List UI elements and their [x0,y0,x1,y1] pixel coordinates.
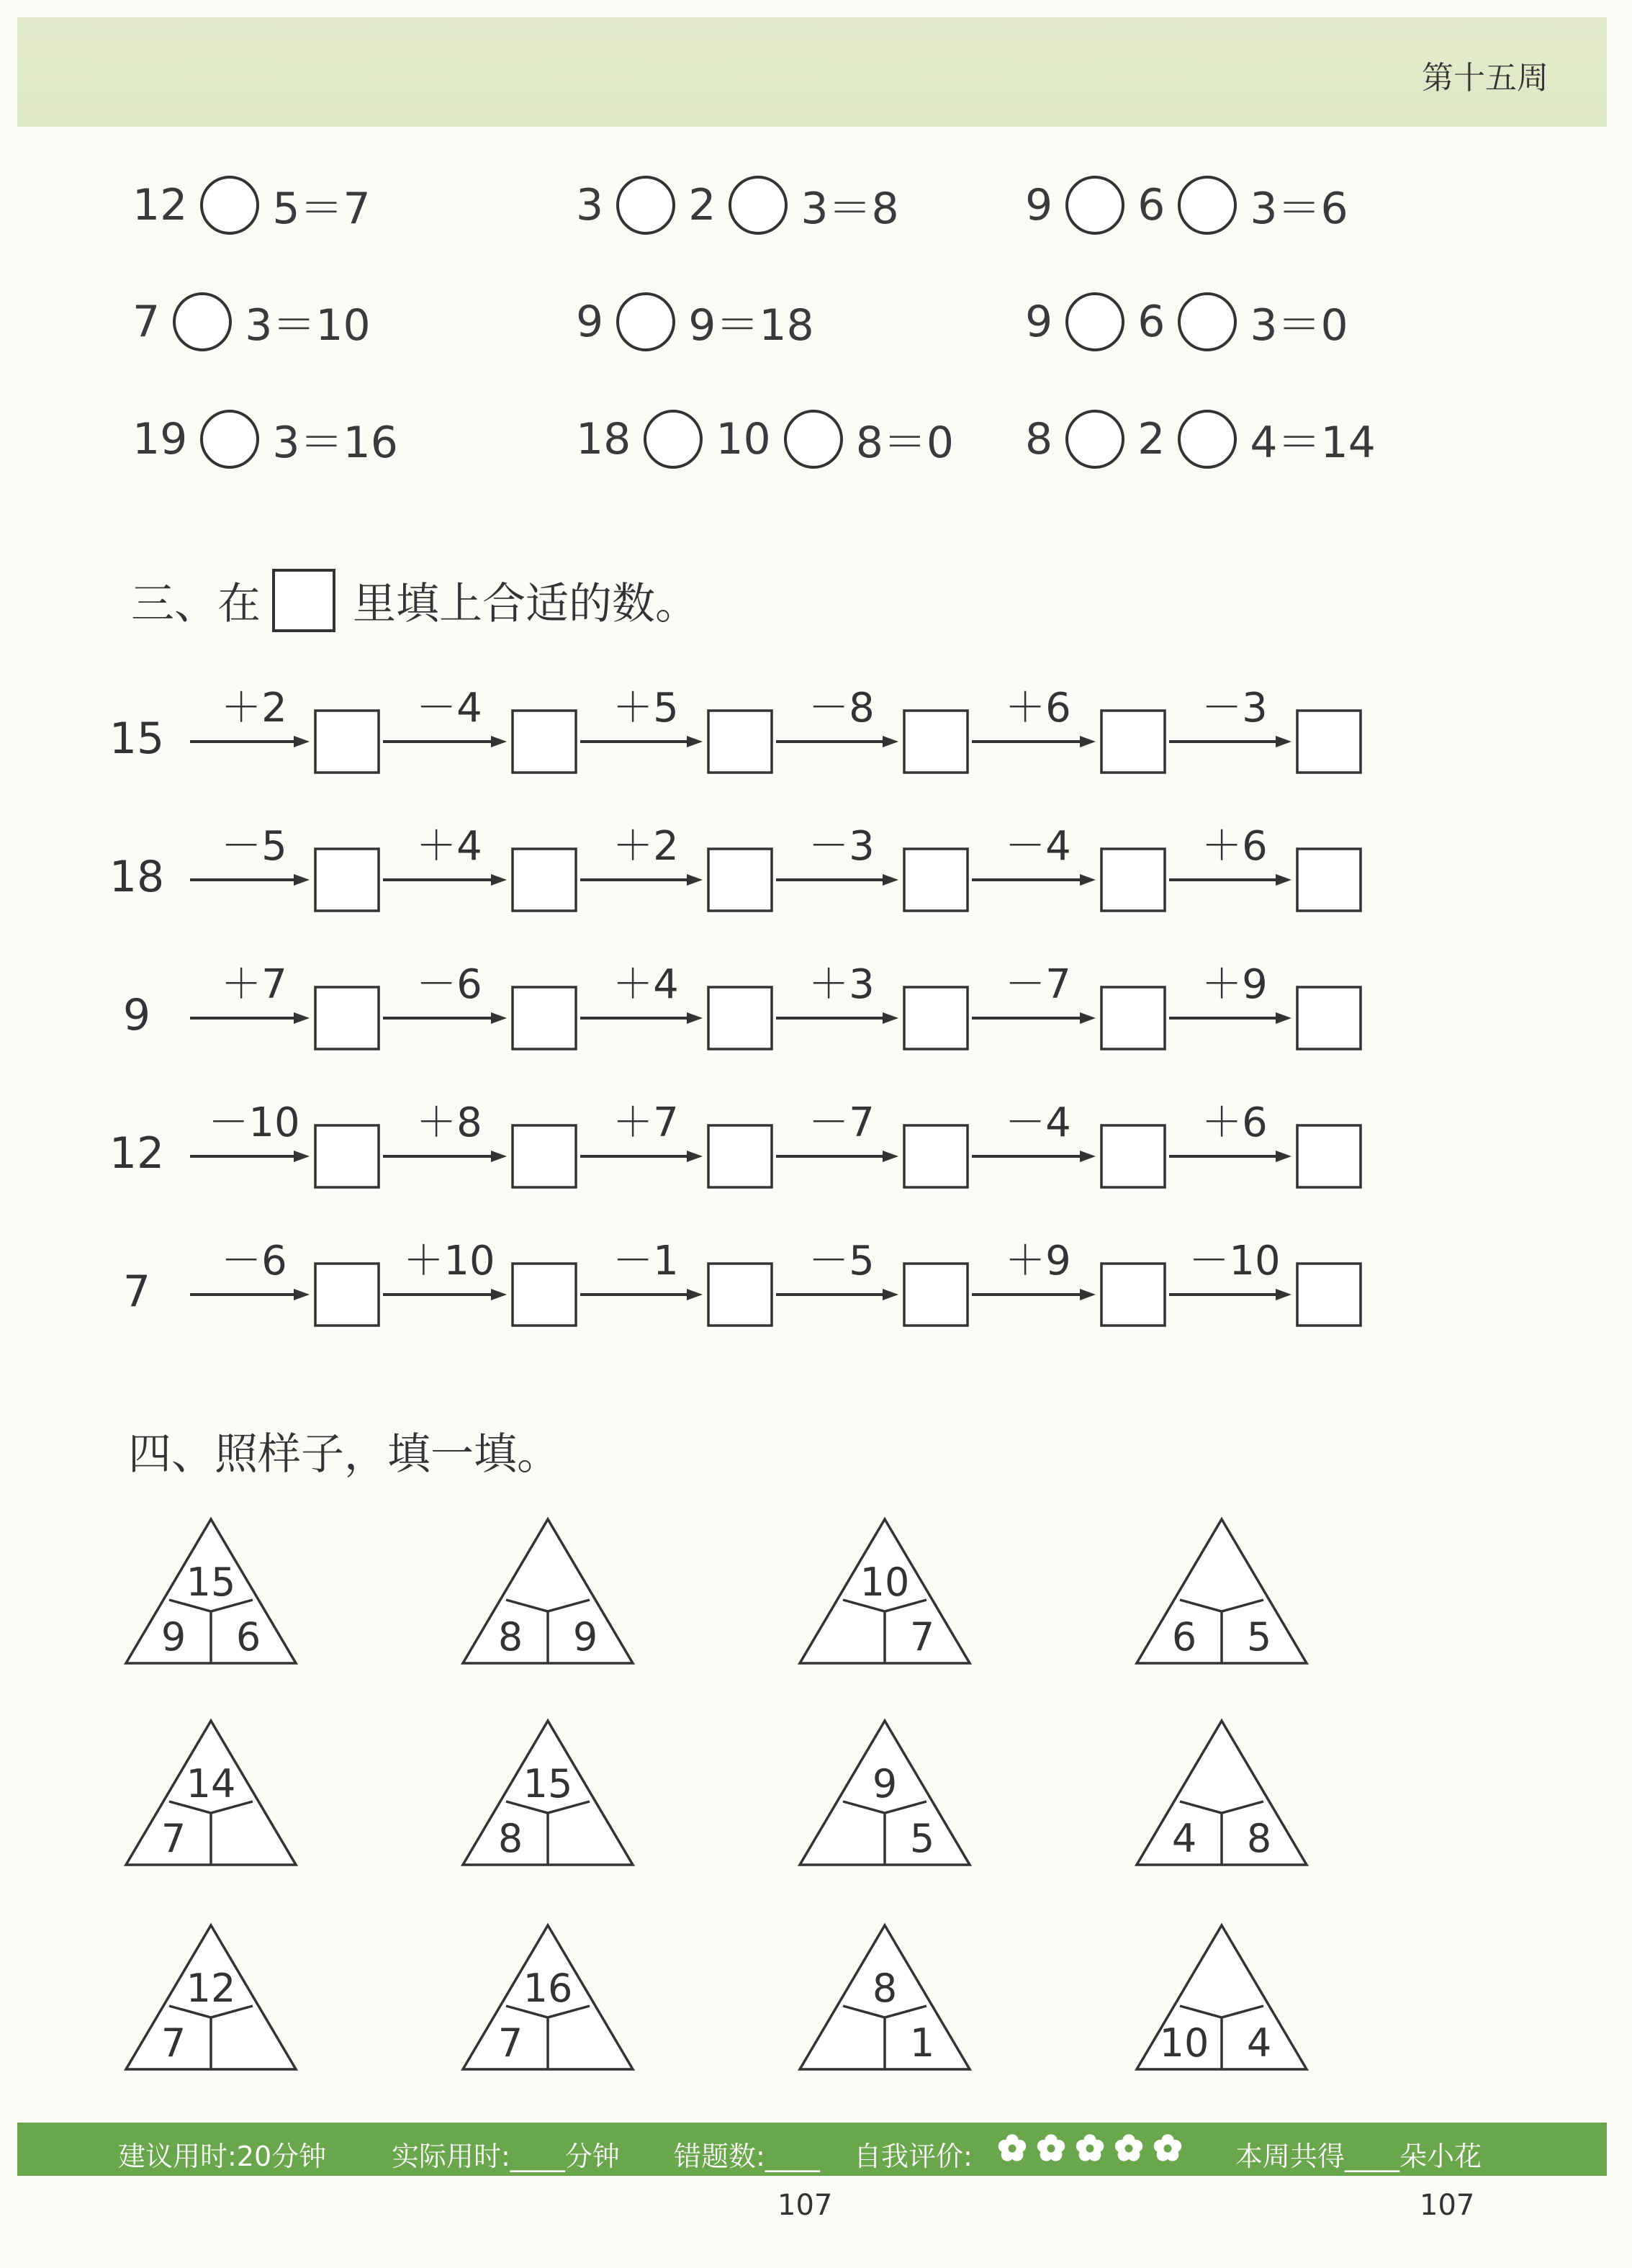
triangle-top-number: 15 [523,1761,573,1806]
equation [1025,286,1348,358]
equation [132,286,371,358]
triangle-left-number: 4 [1171,1816,1197,1861]
chain-operation: ＋7 [221,961,287,1008]
answer-box[interactable] [708,711,772,773]
chain-operation: －4 [416,685,482,732]
answer-box[interactable] [1297,1264,1361,1326]
answer-box[interactable] [708,849,772,911]
arrow-head-icon [883,1289,898,1300]
chain-operation: －7 [808,1099,875,1146]
arrow-head-icon [1276,1151,1291,1162]
triangle-top-number: 12 [186,1966,236,2011]
triangle-right-number: 7 [909,1614,935,1660]
header-band [17,17,1607,127]
self-evaluation-label: 自我评价: [854,2141,973,2172]
arrow-head-icon [883,874,898,886]
arrow-head-icon [883,1151,898,1162]
equation-term: 3＝6 [1250,184,1348,234]
answer-box[interactable] [315,849,379,911]
chain-operation: －3 [1202,685,1268,732]
answer-box[interactable] [513,1125,576,1187]
number-triangle [463,1519,633,1663]
chain-start-number: 15 [109,714,165,764]
number-triangle [126,1925,296,2069]
sample-answer-box [272,569,335,632]
arrow-head-icon [1080,1289,1096,1300]
arrow-head-icon [687,736,703,747]
page-number-center: 107 [777,2189,833,2222]
triangle-left-number: 9 [161,1614,186,1660]
actual-time: 实际用时:____分钟 [392,2141,620,2172]
answer-box[interactable] [904,711,968,773]
triangle-right-number: 9 [572,1614,598,1660]
triangle-top-number: 14 [186,1761,236,1806]
answer-box[interactable] [1297,1125,1361,1187]
triangle-left-number: 10 [1159,2020,1209,2066]
answer-box[interactable] [315,711,379,773]
arrow-head-icon [294,1012,310,1024]
chain-operation: ＋9 [1202,961,1268,1008]
equation-term: 6 [1137,297,1166,347]
operator-circle-blank[interactable] [173,292,232,351]
operator-circle-blank[interactable] [729,176,788,235]
chain-operation: ＋2 [221,685,287,732]
equation-term: 18 [576,414,631,464]
answer-box[interactable] [1101,711,1165,773]
triangle-right-number: 5 [909,1816,935,1861]
arrow-head-icon [687,874,703,886]
triangle-left-number: 7 [161,2020,186,2066]
equation-term: 2 [688,180,716,230]
number-triangle [1137,1519,1307,1663]
chain-operation: －3 [808,823,875,870]
chain-operation: －6 [416,961,482,1008]
equation-term: 3＝8 [801,184,899,234]
chain-start-number: 12 [109,1128,165,1179]
arrow-head-icon [883,1012,898,1024]
arrow-head-icon [294,1151,310,1162]
operator-circle-blank[interactable] [784,410,843,469]
operator-circle-blank[interactable] [1065,410,1124,469]
arrow-head-icon [1276,1012,1291,1024]
number-triangle [1137,1925,1307,2069]
triangle-top-number: 8 [872,1966,898,2011]
equation [132,403,398,475]
flower-icon[interactable] [1074,2133,1106,2164]
answer-box[interactable] [904,1125,968,1187]
operator-circle-blank[interactable] [1178,292,1237,351]
arrow-head-icon [883,736,898,747]
chain-operation: －7 [1005,961,1071,1008]
arrow-head-icon [491,736,507,747]
equation-term: 9 [576,297,604,347]
arrow-head-icon [1080,736,1096,747]
equation [576,169,899,241]
triangle-left-number: 8 [497,1816,523,1861]
operator-circle-blank[interactable] [1065,292,1124,351]
arrow-head-icon [1276,874,1291,886]
arrow-head-icon [1080,1151,1096,1162]
arrow-head-icon [1080,1012,1096,1024]
arrow-head-icon [491,874,507,886]
chain-operation: －5 [221,823,287,870]
answer-box[interactable] [1297,711,1361,773]
equation-term: 12 [132,180,188,230]
answer-box[interactable] [1101,1264,1165,1326]
equation [1025,403,1376,475]
answer-box[interactable] [1101,987,1165,1049]
chain-operation: －6 [221,1238,287,1284]
operator-circle-blank[interactable] [616,292,675,351]
equation-term: 10 [716,414,771,464]
arrow-head-icon [687,1012,703,1024]
section3-title [131,569,698,632]
triangle-left-number: 6 [1171,1614,1197,1660]
chain-operation: ＋9 [1005,1238,1071,1284]
triangle-right-number: 4 [1246,2020,1272,2066]
answer-box[interactable] [315,1264,379,1326]
chain-operation: －4 [1005,1099,1071,1146]
answer-box[interactable] [513,1264,576,1326]
chain-operation: ＋8 [416,1099,482,1146]
chain-operation: ＋4 [613,961,679,1008]
arrow-head-icon [687,1289,703,1300]
number-triangle [1137,1721,1307,1865]
chain-row [123,1238,1361,1326]
answer-box[interactable] [904,987,968,1049]
chain-operation: －10 [208,1099,300,1146]
chain-row [109,1099,1361,1187]
number-triangle [463,1721,633,1865]
chain-operation: ＋3 [808,961,875,1008]
operator-circle-blank[interactable] [1065,176,1124,235]
operator-circle-blank[interactable] [200,410,259,469]
answer-box[interactable] [1101,849,1165,911]
chain-operation: －1 [613,1238,679,1284]
triangle-top-number: 9 [872,1761,898,1806]
arrow-head-icon [294,1289,310,1300]
equation [576,403,954,475]
error-count: 错题数:____ [674,2141,820,2172]
flower-icon[interactable] [1035,2133,1067,2164]
arrow-head-icon [491,1012,507,1024]
triangle-top-number: 10 [860,1560,910,1605]
equation-term: 3＝16 [272,418,398,468]
equation [576,286,814,358]
chain-row [123,961,1361,1049]
weekly-flowers: 本周共得____朵小花 [1235,2141,1482,2172]
number-triangle [800,1721,970,1865]
equation-term: 9 [1025,297,1053,347]
chain-operation: ＋2 [613,823,679,870]
equation-term: 8＝0 [855,418,955,468]
triangle-right-number: 8 [1246,1816,1272,1861]
triangle-top-number: 16 [523,1966,573,2011]
operator-circle-blank[interactable] [1178,410,1237,469]
chain-operation: ＋6 [1202,823,1268,870]
equation [132,169,371,241]
triangle-left-number: 8 [497,1614,523,1660]
equation-row [0,403,1632,475]
triangle-left-number: 7 [497,2020,523,2066]
answer-box[interactable] [315,987,379,1049]
answer-box[interactable] [513,711,576,773]
equation-term: 3＝10 [245,300,371,351]
operator-circle-blank[interactable] [644,410,703,469]
equation-term: 8 [1025,414,1053,464]
equation-term: 4＝14 [1250,418,1376,468]
answer-box[interactable] [708,987,772,1049]
section3-title-prefix: 三、在 [131,579,261,629]
arrow-head-icon [294,736,310,747]
number-triangle [126,1519,296,1663]
chain-start-number: 18 [109,852,165,902]
number-triangle [463,1925,633,2069]
equation-term: 2 [1137,414,1166,464]
number-triangle [800,1925,970,2069]
chain-operation: ＋6 [1202,1099,1268,1146]
chain-row [109,685,1361,773]
triangle-right-number: 5 [1246,1614,1272,1660]
answer-box[interactable] [708,1125,772,1187]
equation-term: 9＝18 [688,300,814,351]
equation-row [0,286,1632,358]
footer-band [17,2123,1607,2176]
operator-circle-blank[interactable] [1178,176,1237,235]
chain-operation: ＋7 [613,1099,679,1146]
flower-icon[interactable] [996,2133,1028,2164]
number-triangles [0,1498,1632,2117]
number-triangle [126,1721,296,1865]
equation-term: 5＝7 [272,184,371,234]
operator-circle-blank[interactable] [616,176,675,235]
equation-term: 3＝0 [1250,300,1348,351]
answer-box[interactable] [513,849,576,911]
week-label: 第十五周 [1422,60,1548,96]
page-number-right: 107 [1420,2189,1475,2222]
chain-start-number: 7 [122,1266,151,1317]
section4-title: 四、照样子，填一填。 [128,1429,560,1480]
arrow-head-icon [1276,1289,1291,1300]
chain-operation: ＋4 [416,823,482,870]
answer-box[interactable] [1101,1125,1165,1187]
chain-start-number: 9 [122,990,151,1040]
flower-icon[interactable] [1152,2133,1184,2164]
chain-operation: －4 [1005,823,1071,870]
section3-title-suffix: 里填上合适的数。 [353,579,698,629]
arrow-head-icon [491,1151,507,1162]
equation-term: 19 [132,414,188,464]
chain-operation: ＋10 [403,1238,495,1284]
answer-box[interactable] [904,1264,968,1326]
arrow-head-icon [294,874,310,886]
chain-operation: －8 [808,685,875,732]
answer-box[interactable] [708,1264,772,1326]
equation-row [0,169,1632,241]
triangle-top-number: 15 [186,1560,236,1605]
chain-operation: －10 [1189,1238,1281,1284]
chain-operation: ＋6 [1005,685,1071,732]
answer-box[interactable] [1297,849,1361,911]
equation-term: 7 [132,297,161,347]
arrow-head-icon [491,1289,507,1300]
equation-term: 6 [1137,180,1166,230]
flower-icon[interactable] [1113,2133,1145,2164]
number-chains [0,648,1632,1368]
triangle-right-number: 1 [909,2020,935,2066]
arrow-head-icon [1080,874,1096,886]
answer-box[interactable] [513,987,576,1049]
triangle-right-number: 6 [235,1614,261,1660]
number-triangle [800,1519,970,1663]
rating-flowers[interactable] [996,2133,1184,2164]
equation [1025,169,1348,241]
answer-box[interactable] [1297,987,1361,1049]
chain-row [109,823,1361,911]
arrow-head-icon [1276,736,1291,747]
equation-term: 9 [1025,180,1053,230]
equation-term: 3 [576,180,604,230]
suggested-time: 建议用时:20分钟 [118,2141,327,2172]
operator-circle-blank[interactable] [200,176,259,235]
chain-operation: －5 [808,1238,875,1284]
triangle-left-number: 7 [161,1816,186,1861]
answer-box[interactable] [315,1125,379,1187]
chain-operation: ＋5 [613,685,679,732]
arrow-head-icon [687,1151,703,1162]
answer-box[interactable] [904,849,968,911]
